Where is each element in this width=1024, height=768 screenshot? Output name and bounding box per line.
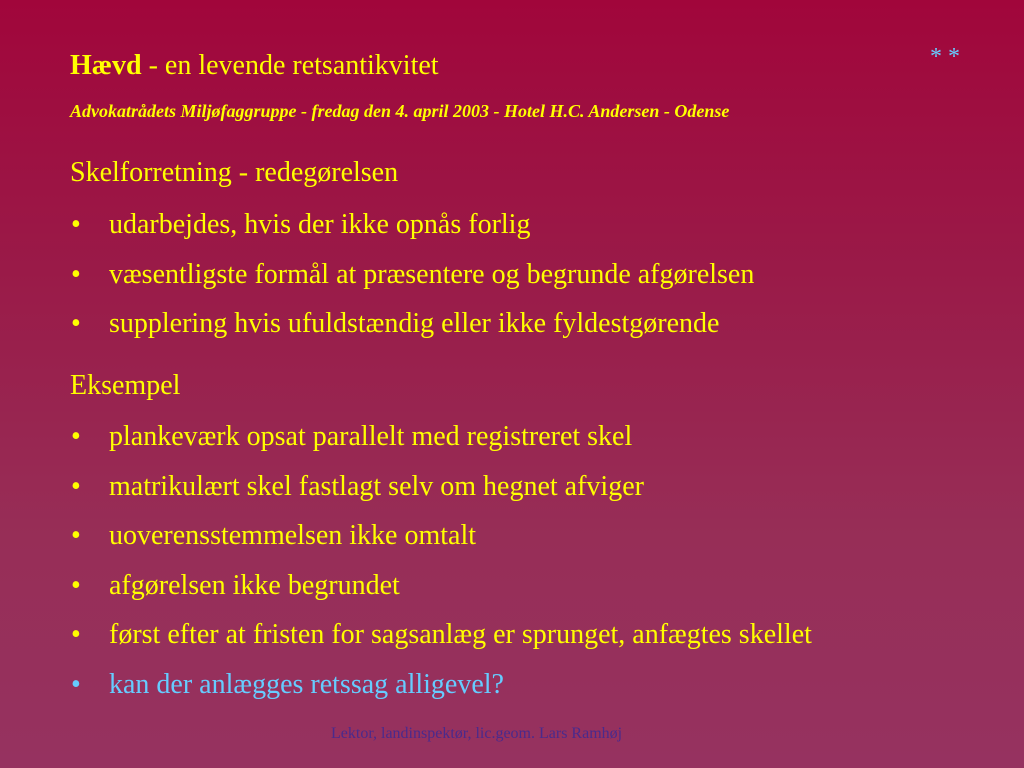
bullet-icon: • <box>71 258 81 290</box>
list-item <box>70 568 812 618</box>
bullet-icon: • <box>71 308 81 340</box>
list-item <box>70 306 754 356</box>
list-item <box>70 469 812 519</box>
section-heading-eksempel: Eksempel <box>70 370 181 401</box>
bullet-icon: • <box>71 569 81 601</box>
list-item <box>70 207 754 257</box>
list-item-text: væsentligste formål at præsentere og begrunde afgørelsen <box>109 258 755 290</box>
slide-subtitle: Advokatrådets Miljøfaggruppe - fredag den 4. april 2003 - Hotel H.C. Andersen - Odense <box>70 101 730 121</box>
section-heading-skelforretning: Skelforretning - redegørelsen <box>70 157 399 188</box>
list-item-text: udarbejdes, hvis der ikke opnås forlig <box>109 209 531 240</box>
list-item-highlighted <box>70 667 812 717</box>
star-decoration: * * <box>930 44 960 70</box>
slide-title-bold: Hævd <box>70 50 142 81</box>
list-item-text: matrikulært skel fastlagt selv om hegnet afviger <box>109 470 644 502</box>
bullet-icon: • <box>71 470 81 502</box>
list-item-text: først efter at fristen for sagsanlæg er sprunget, anfægtes skellet <box>109 619 812 651</box>
bullet-icon: • <box>71 421 81 452</box>
list-item <box>70 419 812 469</box>
list-item-text: afgørelsen ikke begrundet <box>109 569 400 601</box>
list-item-text: supplering hvis ufuldstændig eller ikke fyldestgørende <box>109 308 720 340</box>
bullet-icon: • <box>71 619 81 651</box>
list-item <box>70 617 812 667</box>
bullet-list-skelforretning <box>70 207 754 356</box>
list-item-text: plankeværk opsat parallelt med registreret skel <box>109 421 633 452</box>
list-item-text: kan der anlægges retssag alligevel? <box>109 668 504 700</box>
bullet-icon: • <box>71 520 81 552</box>
bullet-list-eksempel <box>70 419 812 717</box>
list-item-text: uoverensstemmelsen ikke omtalt <box>109 520 477 552</box>
list-item <box>70 518 812 568</box>
bullet-icon: • <box>71 668 81 700</box>
bullet-icon: • <box>71 209 81 240</box>
slide-title <box>70 46 439 86</box>
list-item <box>70 257 754 307</box>
slide-title-rest: - en levende retsantikvitet <box>141 50 439 81</box>
slide-footer: Lektor, landinspektør, lic.geom. Lars Ramhøj <box>331 725 623 742</box>
